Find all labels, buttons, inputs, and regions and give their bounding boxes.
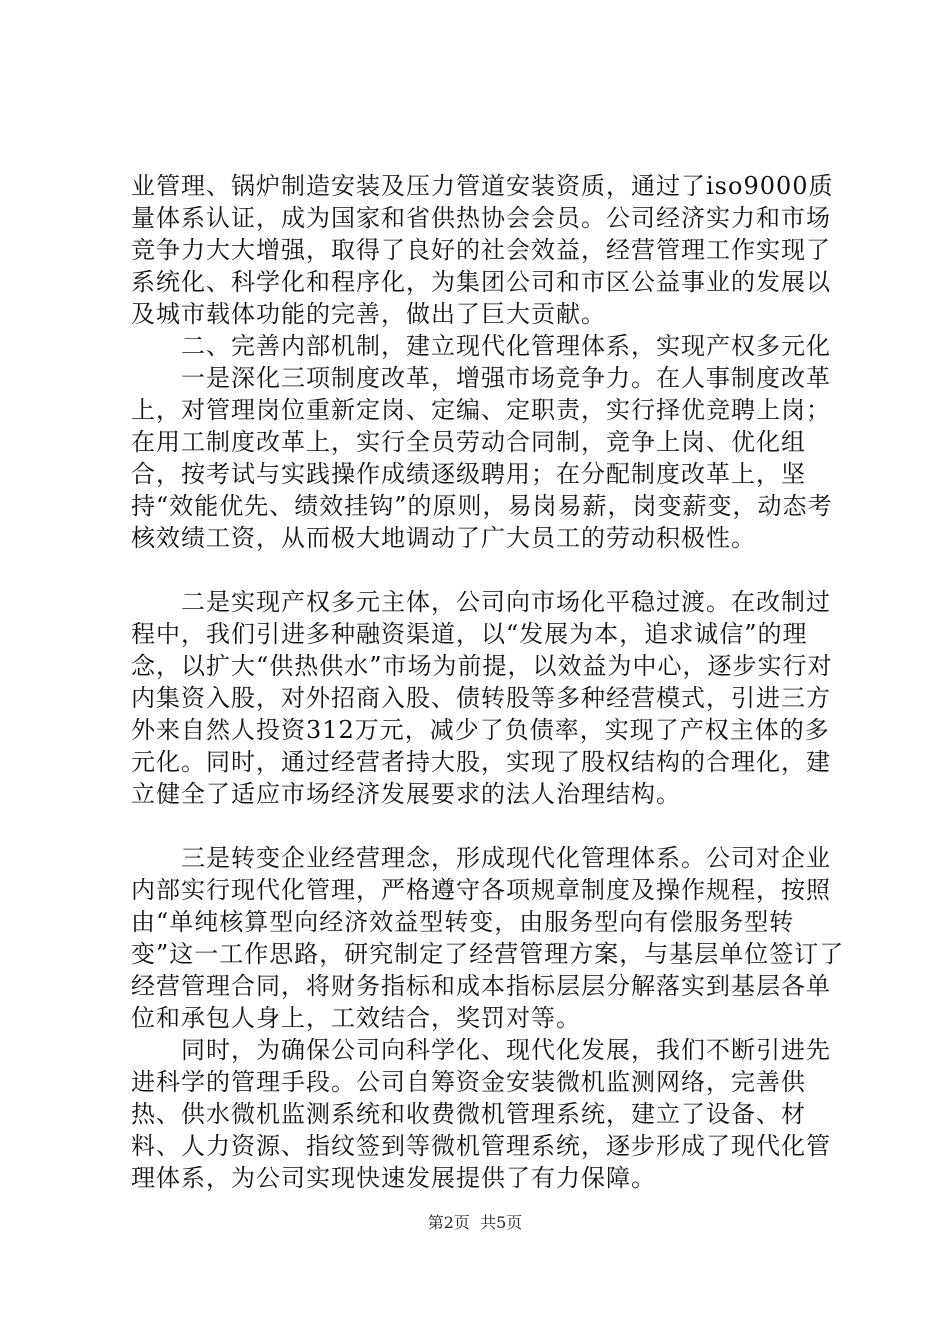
document-body <box>131 170 851 1194</box>
paragraph-reform: 一是深化三项制度改革，增强市场竞争力。在人事制度改革上，对管理岗位重新定岗、定编、定职责，实行择优竞聘上岗；在用工制度改革上，实行全员劳动合同制，竞争上岗、优化组合，按考试与实践操作成绩逐级聘用；在分配制度改革上，坚持“效能优先、绩效挂钩”的原则，易岗易薪，岗变薪变，动态考核效绩工资，从而极大地调动了广大员工的劳动积极性。 <box>131 364 833 552</box>
paragraph-continuation: 业管理、锅炉制造安装及压力管道安装资质，通过了iso9000质量体系认证，成为国家和省供热协会会员。公司经济实力和市场竞争力大大增强，取得了良好的社会效益，经营管理工作实现了系统化、科学化和程序化，为集团公司和市区公益事业的发展以及城市载体功能的完善，做出了巨大贡献。 <box>131 172 834 328</box>
page-total: 共5页 <box>480 1213 523 1232</box>
paragraph-management: 三是转变企业经营理念，形成现代化管理体系。公司对企业内部实行现代化管理，严格遵守各项规章制度及操作规程，按照由“单纯核算型向经济效益型转变，由服务型向有偿服务型转变”这一工作思路，研究制定了经营管理方案，与基层单位签订了经营管理合同，将财务指标和成本指标层层分解落实到基层各单位和承包人身上，工效结合，奖罚对等。 <box>131 844 845 1032</box>
page-number: 第2页 <box>427 1213 470 1232</box>
paragraph-technology: 同时，为确保公司向科学化、现代化发展，我们不断引进先进科学的管理手段。公司自筹资金安装微机监测网络，完善供热、供水微机监测系统和收费微机管理系统，建立了设备、材料、人力资源、指纹签到等微机管理系统，逐步形成了现代化管理体系，为公司实现快速发展提供了有力保障。 <box>131 1036 831 1192</box>
section-heading: 二、完善内部机制，建立现代化管理体系，实现产权多元化 <box>181 332 831 360</box>
page-footer <box>0 1213 950 1233</box>
paragraph-ownership: 二是实现产权多元主体，公司向市场化平稳过渡。在改制过程中，我们引进多种融资渠道，以“发展为本，追求诚信”的理念，以扩大“供热供水”市场为前提，以效益为中心，逐步实行对内集资入股，对外招商入股、债转股等多种经营模式，引进三方外来自然人投资312万元，减少了负债率，实现了产权主体的多元化。同时，通过经营者持大股，实现了股权结构的合理化，建立健全了适应市场经济发展要求的法人治理结构。 <box>131 588 833 808</box>
